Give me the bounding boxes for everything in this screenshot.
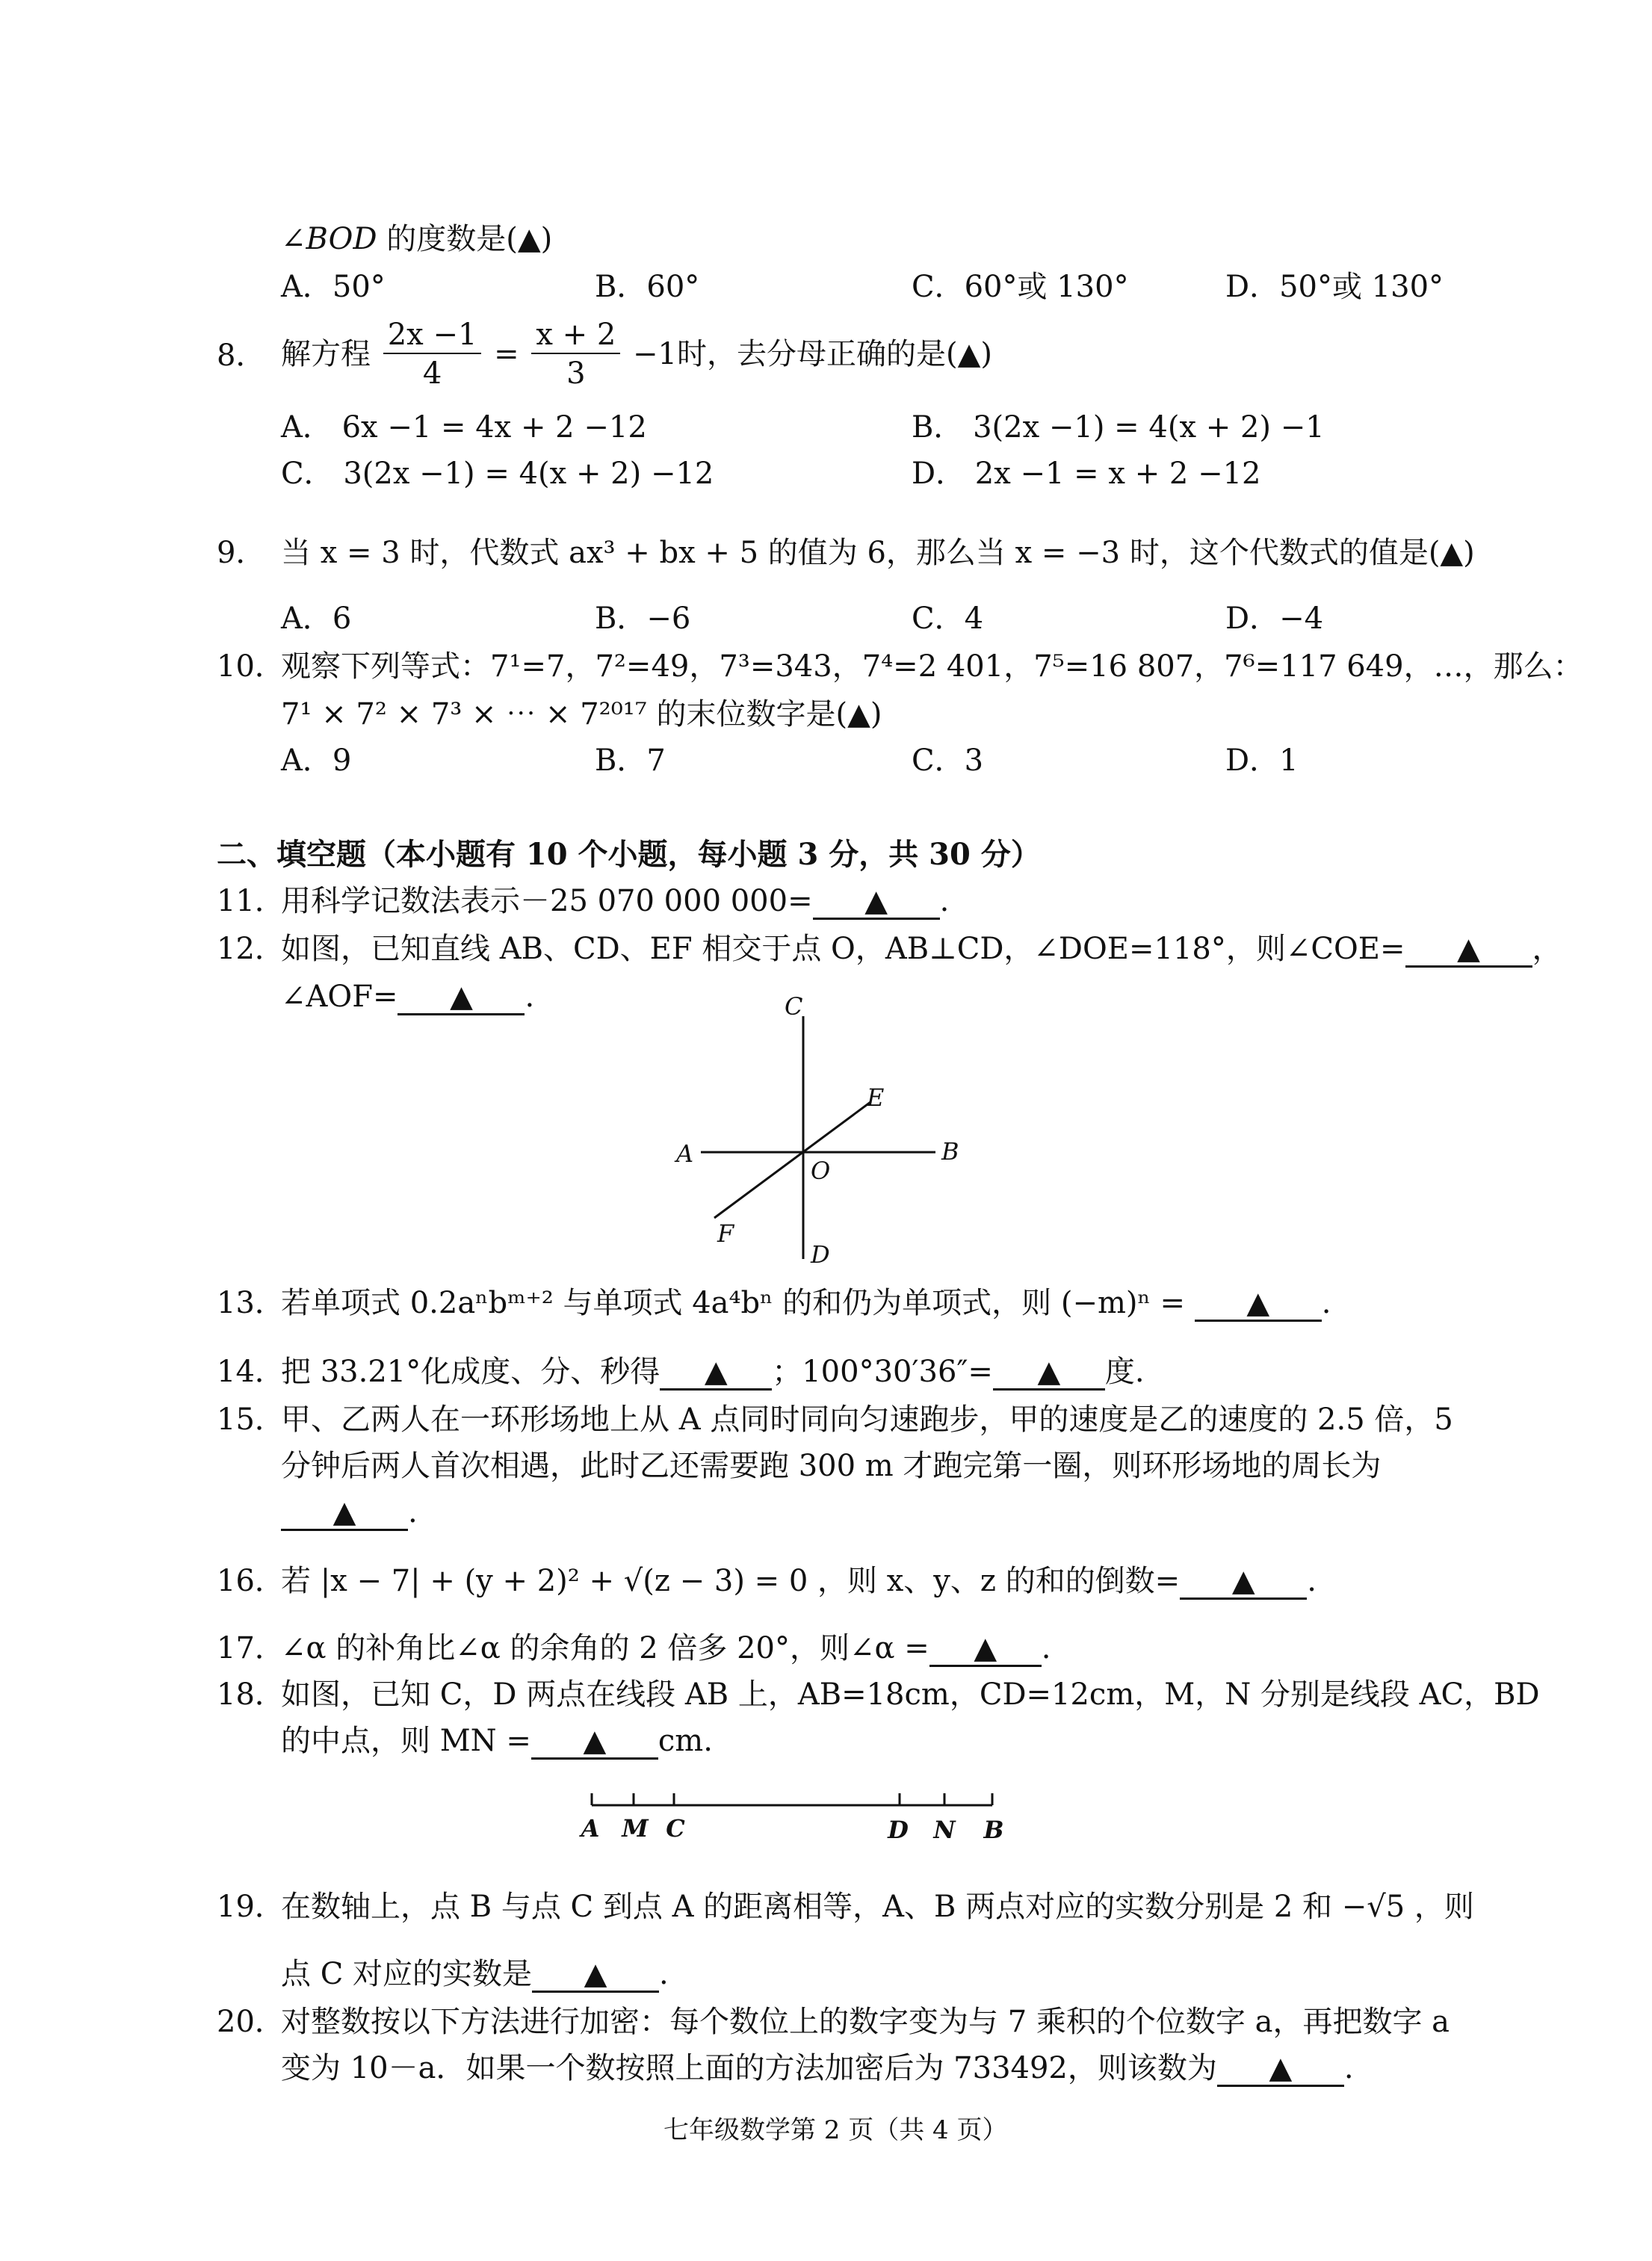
q9-stem: 当 x = 3 时，代数式 ax³ + bx + 5 的值为 6，那么当 x = −3 时，这个代数式的值是(▲) xyxy=(281,536,1475,570)
q9-option-c: C．4 xyxy=(912,601,984,636)
q8-frac1-den: 4 xyxy=(422,356,442,391)
q12-answer-blank-1[interactable]: ▲ xyxy=(1405,934,1532,968)
section-title: 二、填空题（本小题有 10 个小题，每小题 3 分，共 30 分） xyxy=(217,837,1041,872)
label-e: E xyxy=(867,1083,885,1112)
q15-number: 15． xyxy=(217,1402,285,1437)
q20-end: . xyxy=(1343,2051,1354,2085)
seg-label-a: A xyxy=(581,1814,600,1843)
q16-text: 若 |x − 7| + (y + 2)² + √(z − 3) = 0 ，则 x、y、z 的和的倒数= xyxy=(281,1564,1181,1598)
q16-end: . xyxy=(1307,1564,1317,1598)
q14-number: 14． xyxy=(217,1355,285,1389)
q7-option-a: A．50° xyxy=(281,270,386,304)
q8-option-b: B． 3(2x −1) = 4(x + 2) −1 xyxy=(912,410,1325,445)
q19-number: 19． xyxy=(217,1890,285,1924)
line-ef xyxy=(714,1102,870,1218)
q17-text: ∠α 的补角比∠α 的余角的 2 倍多 20°，则∠α = xyxy=(281,1631,929,1665)
label-c: C xyxy=(785,992,803,1021)
seg-label-d: D xyxy=(888,1816,909,1844)
q12-text: 如图，已知直线 AB、CD、EF 相交于点 O，AB⊥CD，∠DOE=118°，则∠COE= xyxy=(281,932,1405,966)
q14-text-2: ；100°30′36″= xyxy=(772,1355,993,1389)
q9-option-a: A．6 xyxy=(281,601,352,636)
q19-line2-text: 点 C 对应的实数是 xyxy=(281,1957,533,1991)
q15-line3 xyxy=(281,1497,418,1531)
q7-angle: ∠BOD xyxy=(281,222,377,256)
q15-line1: 甲、乙两人在一环形场地上从 A 点同时同向匀速跑步，甲的速度是乙的速度的 2.5 倍，5 xyxy=(281,1402,1453,1437)
q10-expression: 7¹ × 7² × 7³ × ⋯ × 7²⁰¹⁷ xyxy=(281,697,647,732)
q12-number: 12． xyxy=(217,932,285,966)
q12-end: . xyxy=(525,980,535,1014)
q19-end: . xyxy=(659,1957,669,1991)
q16-number: 16． xyxy=(217,1564,285,1598)
q15-line2: 分钟后两人首次相遇，此时乙还需要跑 300 m 才跑完第一圈，则环形场地的周长为 xyxy=(281,1449,1382,1483)
q10-option-d: D．1 xyxy=(1225,743,1299,778)
q8-option-a: A． 6x −1 = 4x + 2 −12 xyxy=(281,410,647,445)
q9-number: 9． xyxy=(217,536,266,570)
q20-answer-blank[interactable]: ▲ xyxy=(1217,2053,1344,2087)
page-footer: 七年级数学第 2 页（共 4 页） xyxy=(663,2115,1008,2145)
label-d: D xyxy=(811,1240,830,1269)
q19-line1: 在数轴上，点 B 与点 C 到点 A 的距离相等，A、B 两点对应的实数分别是 2 和 −√5 ，则 xyxy=(281,1890,1474,1924)
q13-answer-blank[interactable]: ▲ xyxy=(1195,1288,1322,1322)
q13-text: 若单项式 0.2aⁿbᵐ⁺² 与单项式 4a⁴bⁿ 的和仍为单项式，则 (−m)ⁿ = xyxy=(281,1286,1186,1320)
q12-figure xyxy=(658,986,971,1270)
q13-end: . xyxy=(1321,1286,1331,1320)
seg-label-m: M xyxy=(622,1814,649,1843)
q19-answer-blank[interactable]: ▲ xyxy=(532,1959,659,1993)
q8-fraction-left xyxy=(383,320,482,389)
q18-answer-blank[interactable]: ▲ xyxy=(531,1726,658,1760)
q12-line2-text: ∠AOF= xyxy=(281,980,398,1014)
seg-label-b: B xyxy=(983,1816,1004,1844)
q14-stem xyxy=(281,1357,1145,1391)
q9-option-b: B．−6 xyxy=(595,601,691,636)
q12-line2 xyxy=(281,982,534,1015)
q17-number: 17． xyxy=(217,1631,285,1665)
q14-answer-blank-1[interactable]: ▲ xyxy=(660,1357,772,1391)
label-o: O xyxy=(811,1157,831,1185)
q13-number: 13． xyxy=(217,1286,285,1320)
q18-line2-text: 的中点，则 MN = xyxy=(281,1724,531,1758)
q18-segment-figure xyxy=(575,1786,1009,1853)
q8-option-d: D． 2x −1 = x + 2 −12 xyxy=(912,457,1261,491)
q8-stem xyxy=(281,320,992,389)
q8-equals: = xyxy=(494,337,519,371)
q11-answer-blank[interactable]: ▲ xyxy=(813,886,940,920)
q7-option-d: D．50°或 130° xyxy=(1225,270,1444,304)
q18-line2 xyxy=(281,1726,713,1760)
q11-stem xyxy=(281,886,949,920)
q10-line2-tail: 的末位数字是(▲) xyxy=(656,697,882,732)
q7-option-c: C．60°或 130° xyxy=(912,270,1129,304)
q9-option-d: D．−4 xyxy=(1225,601,1324,636)
q17-end: . xyxy=(1041,1631,1051,1665)
q17-stem xyxy=(281,1633,1051,1667)
q20-number: 20． xyxy=(217,2005,285,2039)
q12-stem xyxy=(281,934,1562,968)
q7-stem-text: 的度数是(▲) xyxy=(386,222,553,256)
q8-frac2-den: 3 xyxy=(566,356,586,391)
q20-line1: 对整数按以下方法进行加密：每个数位上的数字变为与 7 乘积的个位数字 a，再把数字 a xyxy=(281,2005,1450,2039)
q19-line2 xyxy=(281,1959,669,1993)
q17-answer-blank[interactable]: ▲ xyxy=(929,1633,1042,1667)
q8-frac2-num: x + 2 xyxy=(531,320,620,354)
q8-after: −1时，去分母正确的是(▲) xyxy=(633,337,992,371)
seg-label-n: N xyxy=(933,1816,956,1844)
q20-line2 xyxy=(281,2053,1354,2087)
q8-number: 8． xyxy=(217,338,266,373)
seg-label-c: C xyxy=(666,1814,685,1843)
q10-line1: 观察下列等式：7¹=7，7²=49，7³=343，7⁴=2 401，7⁵=16 807，7⁶=117 649，…，那么： xyxy=(281,649,1583,684)
q11-number: 11． xyxy=(217,884,285,918)
q10-option-a: A．9 xyxy=(281,743,352,778)
label-f: F xyxy=(717,1219,734,1248)
q10-line2 xyxy=(281,697,882,732)
label-b: B xyxy=(941,1137,959,1166)
q14-text-1: 把 33.21°化成度、分、秒得 xyxy=(281,1355,661,1389)
q14-text-3: 度. xyxy=(1104,1355,1145,1389)
q18-end: cm. xyxy=(658,1724,713,1758)
q15-answer-blank[interactable]: ▲ xyxy=(281,1497,408,1531)
q8-prefix: 解方程 xyxy=(281,337,371,371)
q12-mid: ， xyxy=(1532,932,1562,966)
q11-text: 用科学记数法表示－25 070 000 000= xyxy=(281,884,813,918)
q20-line2-text: 变为 10－a．如果一个数按照上面的方法加密后为 733492，则该数为 xyxy=(281,2051,1217,2085)
q15-end: . xyxy=(408,1495,418,1530)
q10-number: 10． xyxy=(217,649,285,684)
q7-stem xyxy=(281,224,552,254)
q10-option-c: C．3 xyxy=(912,743,984,778)
label-a: A xyxy=(676,1139,694,1168)
q14-answer-blank-2[interactable]: ▲ xyxy=(993,1357,1105,1391)
q7-option-b: B．60° xyxy=(595,270,700,304)
q13-stem xyxy=(281,1288,1331,1322)
q11-end: . xyxy=(939,884,950,918)
q8-option-c: C． 3(2x −1) = 4(x + 2) −12 xyxy=(281,457,714,491)
q8-fraction-right xyxy=(531,320,620,389)
q10-option-b: B．7 xyxy=(595,743,666,778)
q12-answer-blank-2[interactable]: ▲ xyxy=(397,982,525,1015)
q18-line1: 如图，已知 C，D 两点在线段 AB 上，AB=18cm，CD=12cm，M，N 分别是线段 AC，BD xyxy=(281,1677,1540,1712)
q8-frac1-num: 2x −1 xyxy=(383,320,482,354)
q16-answer-blank[interactable]: ▲ xyxy=(1180,1566,1307,1600)
q16-stem xyxy=(281,1566,1317,1600)
q18-number: 18． xyxy=(217,1677,285,1712)
